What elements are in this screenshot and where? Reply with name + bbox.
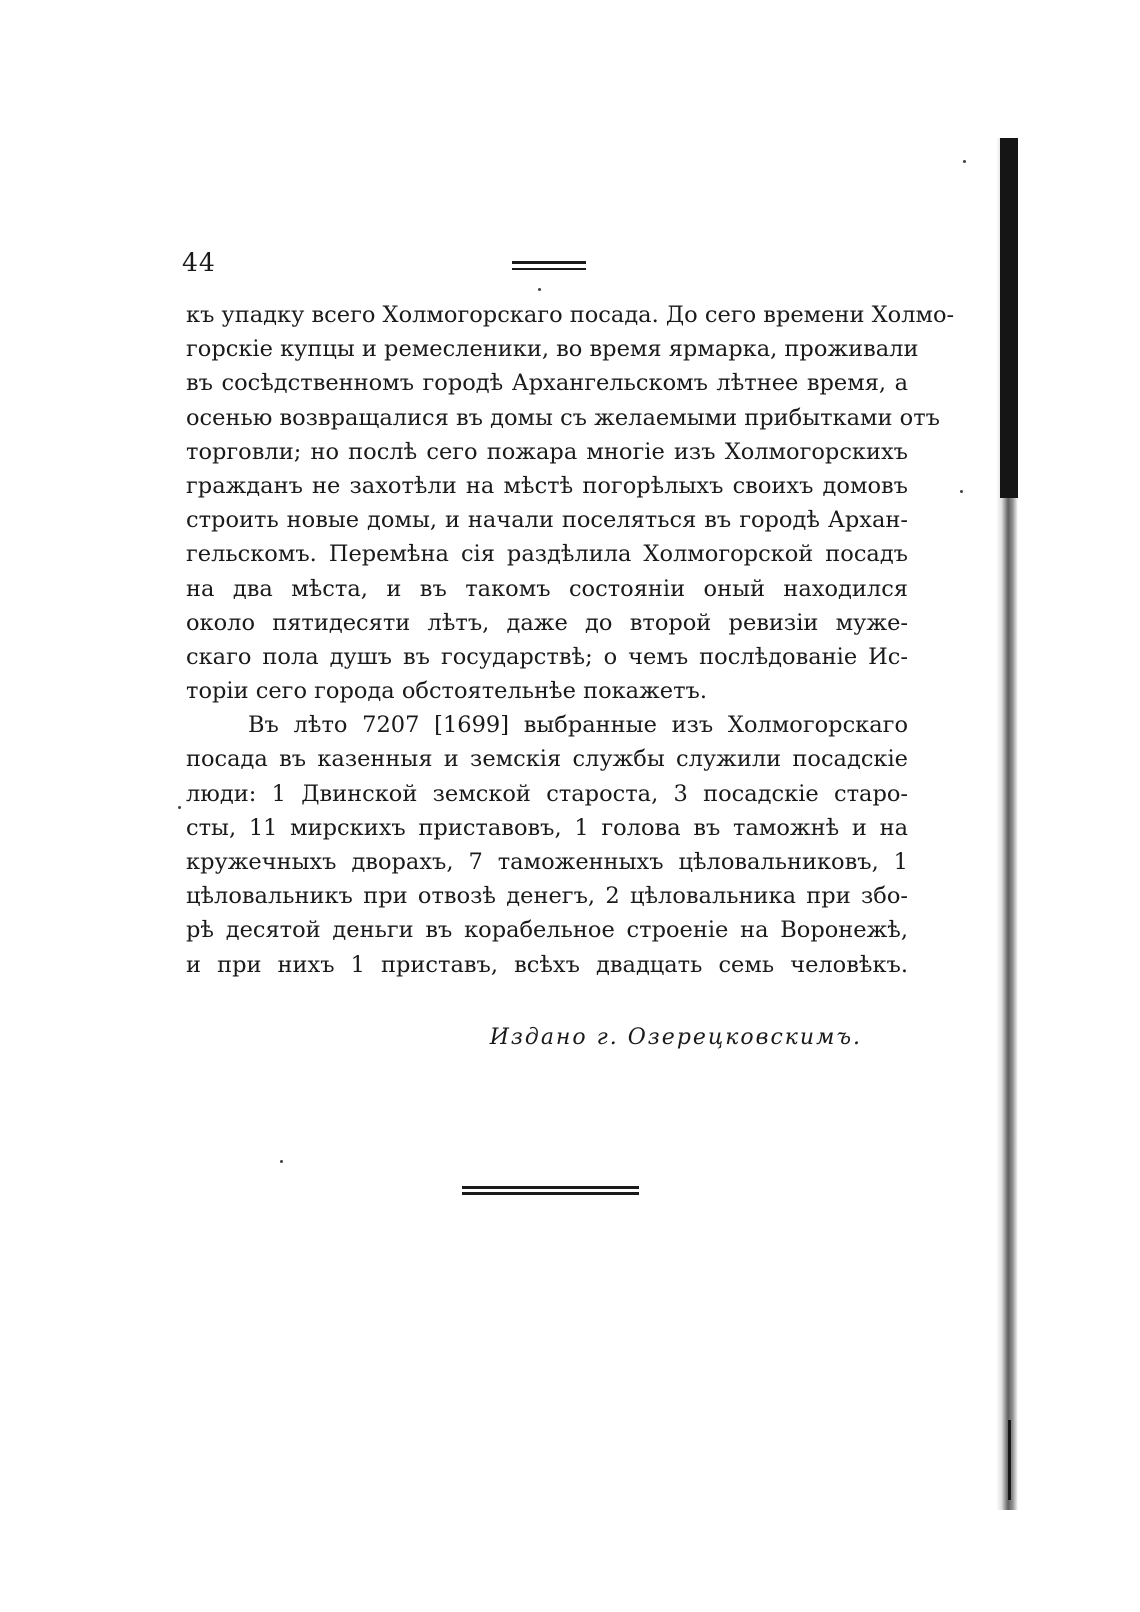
scan-edge-mark bbox=[1008, 1420, 1011, 1500]
text-line: люди: 1 Двинской земской староста, 3 посадскiе старо- bbox=[186, 780, 908, 807]
text-line: Въ лѣто 7207 [1699] выбранные изъ Холмогорскаго bbox=[248, 712, 908, 739]
text-line: сты, 11 мирскихъ приставовъ, 1 голова въ таможнѣ и на bbox=[186, 814, 908, 841]
text-line: скаго пола душъ въ государствѣ; о чемъ послѣдованiе Ис- bbox=[186, 643, 908, 670]
text-line: кружечныхъ дворахъ, 7 таможенныхъ цѣловальниковъ, 1 bbox=[186, 849, 908, 875]
text-line: на два мѣста, и въ такомъ состоянiи оный находился bbox=[186, 575, 908, 602]
text-line: около пятидесяти лѣтъ, даже до второй ревизiи муже- bbox=[186, 609, 908, 636]
text-line: горскiе купцы и ремесленики, во время ярмарка, проживали bbox=[186, 336, 919, 363]
text-line: цѣловальникъ при отвозѣ денегъ, 2 цѣловальника при збо- bbox=[186, 883, 908, 910]
text-line: осенью возвращалися въ домы съ желаемыми прибытками отъ bbox=[186, 404, 940, 431]
text-line: торговли; но послѣ сего пожара многiе изъ Холмогорскихъ bbox=[186, 438, 908, 465]
page-number: 44 bbox=[182, 248, 216, 277]
text-line: гражданъ не захотѣли на мѣстѣ погорѣлыхъ своихъ домовъ bbox=[186, 472, 908, 499]
text-line: гельскомъ. Перемѣна сiя раздѣлила Холмогорской посадъ bbox=[186, 541, 908, 568]
scan-edge-dark-band bbox=[1000, 138, 1018, 498]
text-line: и при нихъ 1 приставъ, всѣхъ двадцать семь человѣкъ. bbox=[186, 951, 908, 978]
text-line: рѣ десятой деньги въ корабельное строенiе на Воронежѣ, bbox=[186, 917, 908, 944]
scan-speck bbox=[280, 1160, 283, 1163]
scan-speck bbox=[960, 490, 963, 493]
text-line: посада въ казенныя и земскiя службы служили посадскiе bbox=[186, 746, 908, 773]
footer-rule bbox=[462, 1186, 639, 1195]
text-line: въ сосѣдственномъ городѣ Архангельскомъ лѣтнее время, а bbox=[186, 370, 908, 397]
text-line: торiи сего города обстоятельнѣе покажетъ. bbox=[186, 678, 708, 705]
text-line: строить новые домы, и начали поселяться въ городѣ Архан- bbox=[186, 507, 908, 534]
scan-speck bbox=[963, 160, 966, 163]
publisher-signature: Издано г. Озерецковскимъ. bbox=[489, 1025, 862, 1050]
header-rule bbox=[512, 261, 586, 270]
scan-speck bbox=[178, 806, 181, 809]
body-text bbox=[186, 298, 955, 982]
scan-speck bbox=[538, 288, 541, 291]
text-line: къ упадку всего Холмогорскаго посада. До сего времени Холмо- bbox=[186, 302, 955, 328]
